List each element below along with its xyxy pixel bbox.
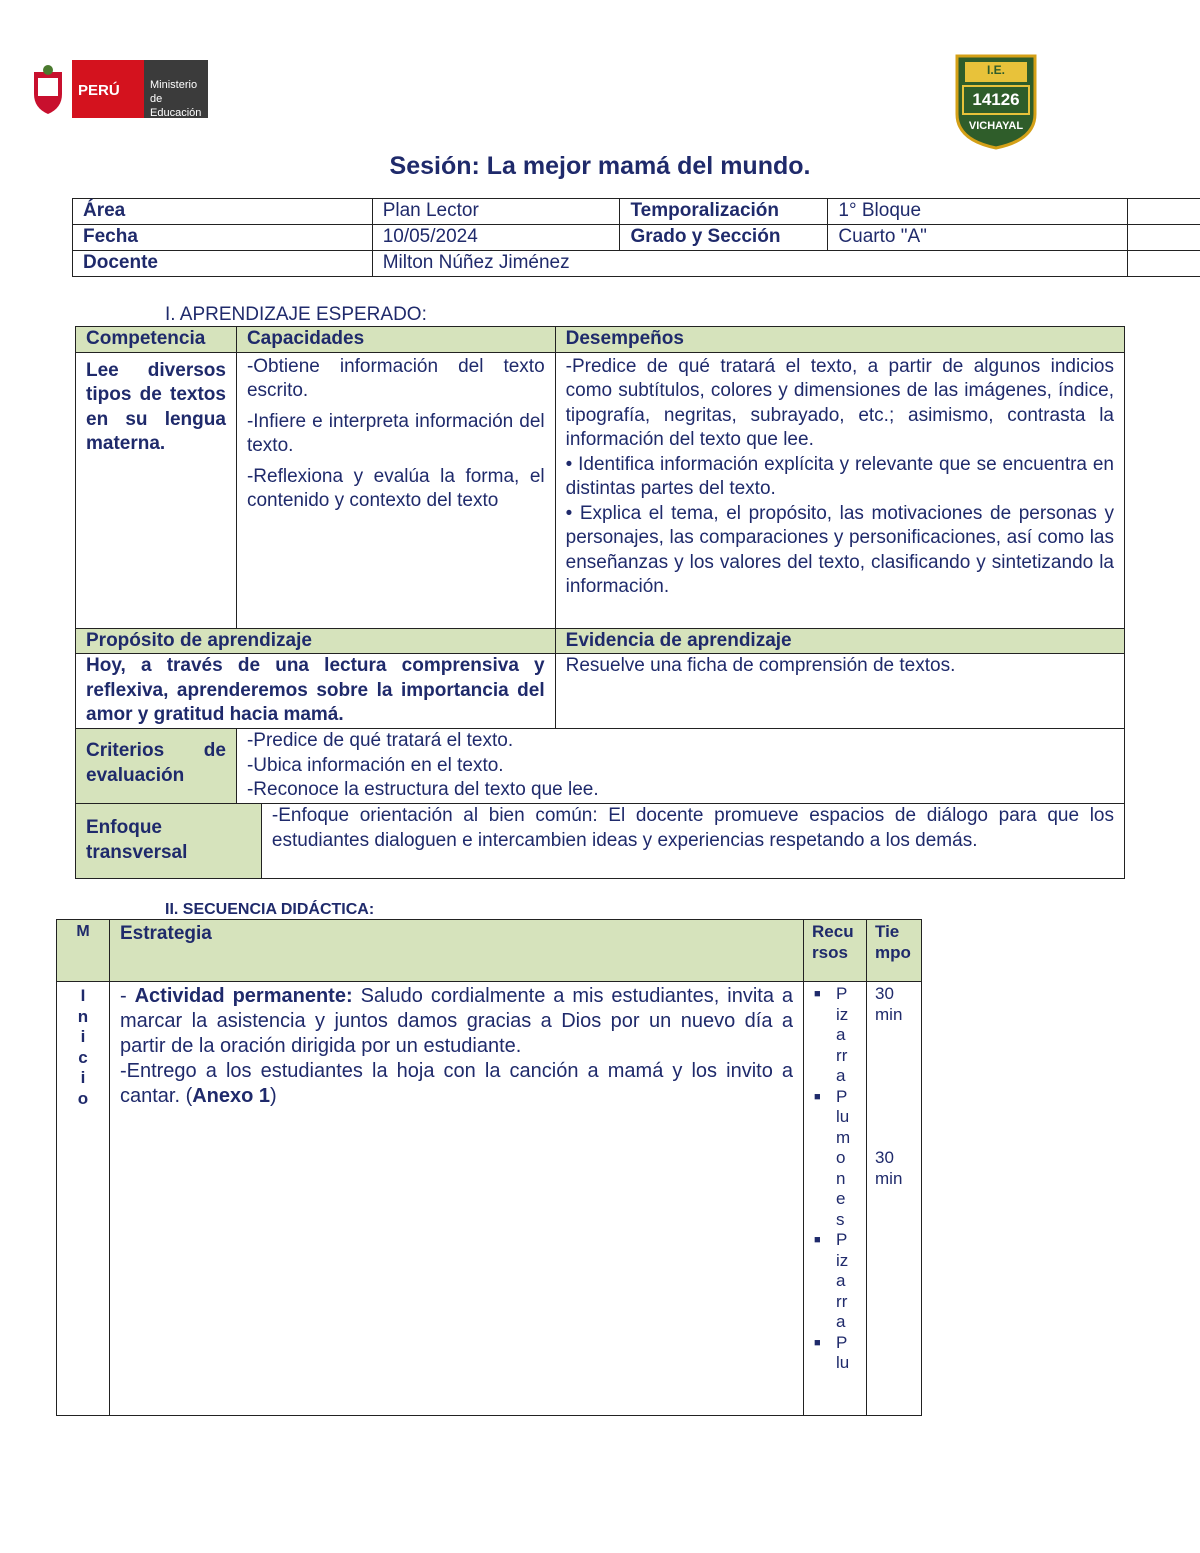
info-spacer [1128, 225, 1200, 251]
recurso-item [814, 1333, 866, 1374]
criterios-label: Criterios de evaluación [76, 729, 237, 804]
ministry-logo [24, 58, 208, 120]
info-table [72, 198, 1200, 277]
enfoque-label: Enfoque transversal [76, 804, 262, 879]
recursos-cell [804, 982, 867, 1416]
moment-label: Inicio [77, 986, 89, 1108]
recurso-text: Plu [836, 1332, 850, 1372]
section2-heading: II. SECUENCIA DIDÁCTICA: [165, 901, 375, 918]
col-estrategia: Estrategia [109, 920, 803, 982]
col-capacidades: Capacidades [236, 327, 555, 353]
evidencia-label: Evidencia de aprendizaje [555, 628, 1124, 654]
capacidades-cell [236, 352, 555, 628]
col-competencia: Competencia [76, 327, 237, 353]
col-recursos: Recursos [804, 920, 867, 982]
ministry-label: Ministerio de Educación [150, 79, 202, 119]
fecha-value: 10/05/2024 [372, 225, 620, 251]
actividad-text: Saludo cordialmente a mis estudiantes, invita a marcar la asistencia y juntos damos gracias a Dios por un nuevo día a partir de la oración dirigida por un estudiante. [119, 985, 794, 1057]
actividad-paragraph: - Actividad permanente: Saludo cordialmente a mis estudiantes, invita a marcar la asistencia y juntos damos gracias a Dios por un nuevo día a partir de la oración dirigida por un estudiante. [119, 985, 794, 1057]
anexo-label: Anexo 1 [192, 1085, 271, 1107]
tiempo-item: 30 min [875, 1148, 903, 1188]
entrega-close: ) [270, 1085, 277, 1107]
col-tiempo: Tiempo [867, 920, 922, 982]
school-banner: I.E. [986, 63, 1005, 77]
info-spacer [1128, 199, 1200, 225]
school-name: VICHAYAL [968, 120, 1024, 132]
bullet-icon: ■ [814, 988, 821, 1000]
grado-value: Cuarto "A" [828, 225, 1128, 251]
learning-table [75, 326, 1125, 879]
school-code: 14126 [972, 90, 1020, 109]
proposito-text: Hoy, a través de una lectura comprensiva y reflexiva, aprenderemos sobre la importancia del amor y gratitud hacia mamá. [76, 654, 556, 729]
page-title: Sesión: La mejor mamá del mundo. [389, 152, 811, 180]
entrega-paragraph [120, 1059, 793, 1109]
desempeno-item: • Identifica información explícita y relevante que se encuentra en distintas partes del texto. [565, 453, 1114, 499]
tiempo-item: 30 min [875, 984, 903, 1024]
recurso-text: Pizarra [836, 984, 849, 1085]
competencia-text: Lee diversos tipos de textos en su lengua materna. [76, 352, 237, 628]
criterio-item: -Ubica información en el texto. [246, 754, 504, 776]
col-desempenos: Desempeños [555, 327, 1124, 353]
actividad-label: Actividad permanente: [134, 985, 353, 1007]
temp-value: 1° Bloque [828, 199, 1128, 225]
col-m: M [57, 920, 110, 982]
capacidad-item: -Reflexiona y evalúa la forma, el contenido y contexto del texto [246, 465, 545, 511]
recurso-item [814, 1230, 866, 1333]
bullet-icon: ■ [814, 1090, 821, 1103]
desempeno-item: • Explica el tema, el propósito, las motivaciones de personas y personajes, las comparaciones y personificaciones, así como las enseñanzas y los valores del texto, clasificando y sintetizando la información. [565, 502, 1114, 597]
desempenos-cell [555, 352, 1124, 628]
sequence-table [56, 919, 922, 1416]
enfoque-text: -Enfoque orientación al bien común: El docente promueve espacios de diálogo para que los estudiantes dialoguen e intercambien ideas y experiencias respetando a los demás. [261, 804, 1124, 879]
area-value: Plan Lector [372, 199, 620, 225]
grado-label: Grado y Sección [620, 225, 828, 251]
recurso-item [814, 984, 866, 1087]
fecha-label: Fecha [73, 225, 373, 251]
desempeno-item: -Predice de qué tratará el texto, a partir de algunos indicios como subtítulos, colores y dimensiones de las imágenes, índice, tipografía, negritas, subrayado, etc.; asimismo, contrasta la información del texto que lee. [565, 355, 1114, 450]
section1-heading: I. APRENDIZAJE ESPERADO: [165, 304, 427, 325]
docente-value: Milton Núñez Jiménez [372, 251, 1127, 277]
tiempo-cell [867, 982, 922, 1416]
peru-label: PERÚ [78, 82, 120, 99]
recurso-text: Plumones [836, 1086, 851, 1229]
evidencia-text: Resuelve una ficha de comprensión de textos. [555, 654, 1124, 729]
estrategia-cell [109, 982, 803, 1416]
docente-label: Docente [73, 251, 373, 277]
capacidad-item: -Obtiene información del texto escrito. [246, 355, 545, 401]
school-crest [955, 52, 1037, 150]
entrega-text: -Entrego a los estudiantes la hoja con la canción a mamá y los invito a cantar. ( [119, 1060, 794, 1107]
info-spacer [1128, 251, 1200, 277]
bullet-icon: ■ [814, 1336, 821, 1349]
recurso-item [814, 1087, 866, 1231]
area-label: Área [73, 199, 373, 225]
temp-label: Temporalización [620, 199, 828, 225]
bullet-icon: ■ [814, 1234, 821, 1246]
moment-inicio [57, 982, 110, 1416]
criterio-item: -Predice de qué tratará el texto. [246, 730, 514, 751]
proposito-label: Propósito de aprendizaje [76, 628, 556, 654]
recurso-text: Pizarra [836, 1230, 849, 1331]
criterios-cell [236, 729, 1124, 804]
criterio-item: -Reconoce la estructura del texto que lee. [246, 779, 599, 800]
capacidad-item: -Infiere e interpreta información del texto. [246, 410, 545, 456]
